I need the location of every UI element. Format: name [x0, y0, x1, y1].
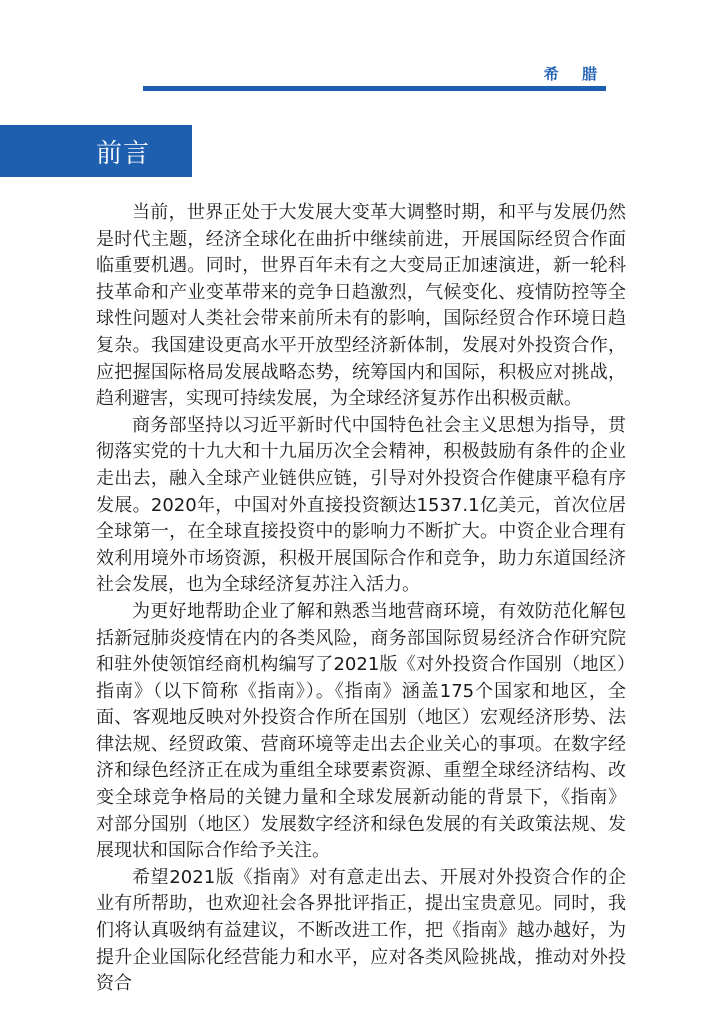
paragraph-1: 当前，世界正处于大发展大变革大调整时期，和平与发展仍然是时代主题，经济全球化在曲折中继续前进，开展国际经贸合作面临重要机遇。同时，世界百年未有之大变局正加速演进，新一轮科技革命和产业变革带来的竞争日趋激烈，气候变化、疫情防控等全球性问题对人类社会带来前所未有的影响，国际经贸合作环境日趋复杂。我国建设更高水平开放型经济新体制，发展对外投资合作，应把握国际格局发展战略态势，统筹国内和国际，积极应对挑战，趋利避害，实现可持续发展，为全球经济复苏作出积极贡献。: [96, 202, 626, 410]
paragraph-3: 为更好地帮助企业了解和熟悉当地营商环境，有效防范化解包括新冠肺炎疫情在内的各类风险，商务部国际贸易经济合作研究院和驻外使领馆经商机构编写了2021版《对外投资合作国别（地区）指南》（以下简称《指南》）。《指南》涵盖175个国家和地区，全面、客观地反映对外投资合作所在国别（地区）宏观经济形势、法律法规、经贸政策、营商环境等走出去企业关心的事项。在数字经济和绿色经济正在成为重组全球要素资源、重塑全球经济结构、改变全球竞争格局的关键力量和全球发展新动能的背景下，《指南》对部分国别（地区）发展数字经济和绿色发展的有关政策法规、发展现状和国际合作给予关注。: [96, 600, 626, 862]
body-text: [96, 200, 626, 998]
section-title: 前言: [96, 139, 151, 169]
paragraph-4: 希望2021版《指南》对有意走出去、开展对外投资合作的企业有所帮助，也欢迎社会各界批评指正，提出宝贵意见。同时，我们将认真吸纳有益建议，不断改进工作，把《指南》越办越好，为提升企业国际化经营能力和水平，应对各类风险挑战，推动对外投资合: [96, 866, 626, 995]
header-rule: [143, 86, 606, 91]
running-header-country: 希 腊: [543, 65, 606, 83]
paragraph-2: 商务部坚持以习近平新时代中国特色社会主义思想为指导，贯彻落实党的十九大和十九届历次全会精神，积极鼓励有条件的企业走出去，融入全球产业链供应链，引导对外投资合作健康平稳有序发展。2020年，中国对外直接投资额达1537.1亿美元，首次位居全球第一，在全球直接投资中的影响力不断扩大。中资企业合理有效利用境外市场资源，积极开展国际合作和竞争，助力东道国经济社会发展，也为全球经济复苏注入活力。: [96, 414, 626, 596]
